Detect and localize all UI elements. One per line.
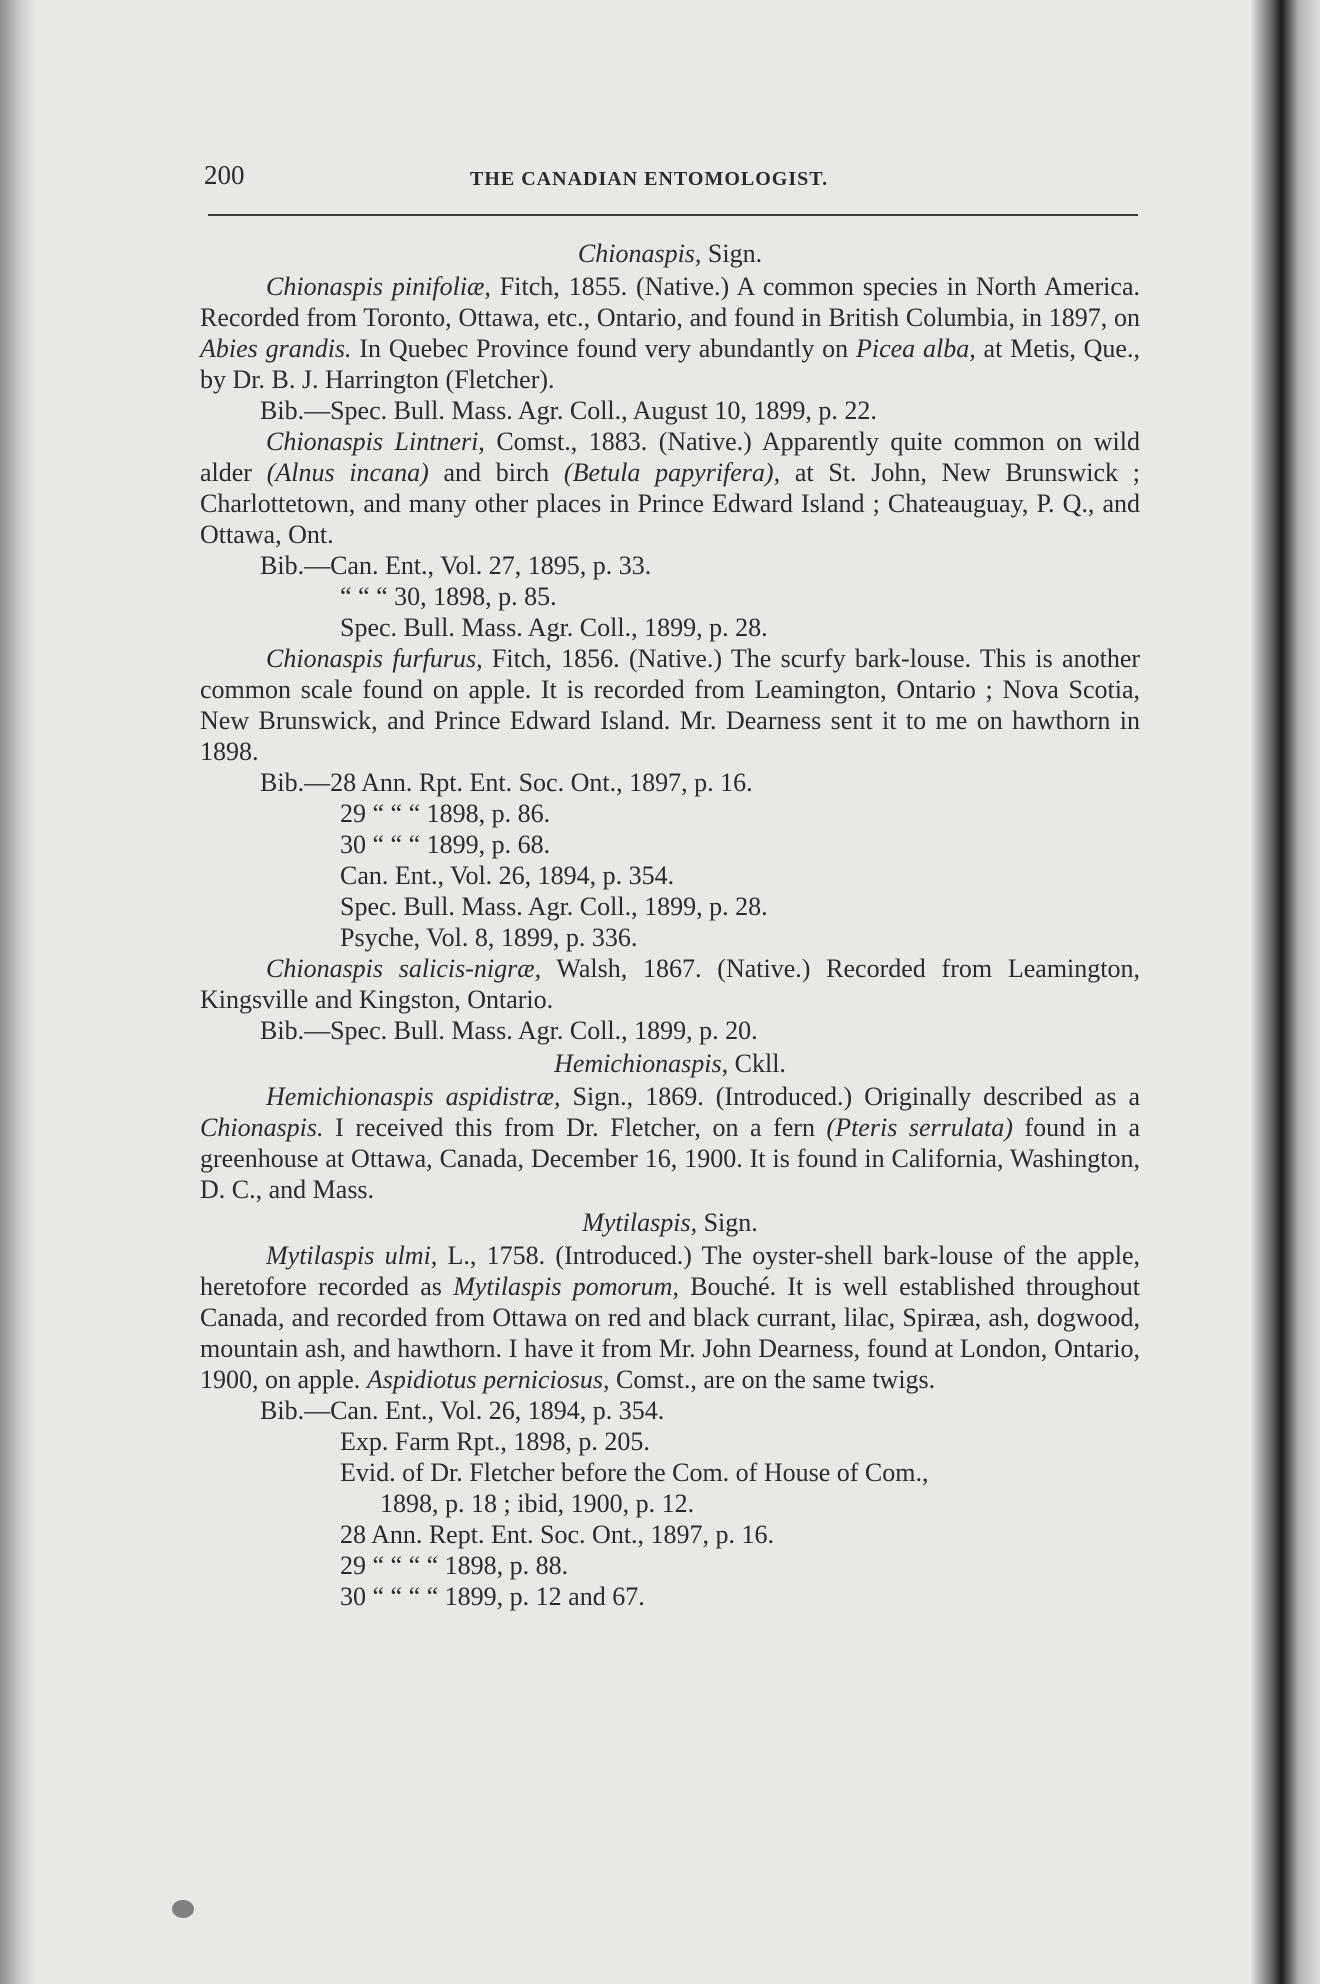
- bibliography-line: 28 Ann. Rept. Ent. Soc. Ont., 1897, p. 16.: [340, 1520, 775, 1549]
- bibliography-line: 29 “ “ “ 1898, p. 86.: [340, 799, 551, 828]
- scan-edge-left: [0, 0, 36, 1984]
- species-paragraph: [200, 1081, 1140, 1205]
- species-host: (Alnus incana): [266, 458, 429, 487]
- species-entry: [200, 953, 1140, 1046]
- species-name: Mytilaspis ulmi,: [266, 1241, 438, 1270]
- scan-smudge: [172, 1900, 194, 1918]
- running-head: [200, 160, 1140, 196]
- bibliography-line: 30 “ “ “ 1899, p. 68.: [340, 830, 551, 859]
- genus-author: Sign.: [707, 239, 763, 268]
- species-host: Aspidiotus perniciosus,: [366, 1365, 610, 1394]
- journal-title: THE CANADIAN ENTOMOLOGIST.: [470, 168, 829, 190]
- species-entry: [200, 1240, 1140, 1612]
- bibliography-line: 29 “ “ “ “ 1898, p. 88.: [340, 1551, 569, 1580]
- species-host: Chionaspis.: [200, 1113, 324, 1142]
- bibliography-line: Can. Ent., Vol. 26, 1894, p. 354.: [340, 861, 675, 890]
- species-name: Chionaspis Lintneri,: [266, 427, 485, 456]
- species-host: Picea alba,: [855, 334, 976, 363]
- species-text: Fitch, 1856. (Native.) The scurfy bark-louse. This is another common scale found on apple. It is recorded from Leamington, Ontario ; Nova Scotia, New Brunswick, and Prince Edward Island. Mr. Dearness sent it to me on hawthorn in 1898.: [200, 644, 1141, 766]
- scan-edge-right: [1250, 0, 1320, 1984]
- species-host: Abies grandis.: [200, 334, 352, 363]
- genus-name: Hemichionaspis,: [554, 1049, 729, 1078]
- species-text: Fitch, 1855. (Native.) A common species in North America. Recorded from Toronto, Ottawa, etc., Ontario, and found in British Columbia, in 1897, on: [200, 272, 1140, 332]
- species-paragraph: [200, 271, 1140, 395]
- bibliography-line: Evid. of Dr. Fletcher before the Com. of House of Com.,: [340, 1458, 929, 1487]
- species-text: I received this from Dr. Fletcher, on a fern: [323, 1113, 827, 1142]
- genus-author: Sign.: [703, 1208, 758, 1237]
- species-entry: [200, 643, 1140, 953]
- bibliography-line: Spec. Bull. Mass. Agr. Coll., 1899, p. 28.: [340, 613, 768, 642]
- species-text: In Quebec Province found very abundantly on: [351, 334, 856, 363]
- genus-heading: [200, 238, 1140, 269]
- species-name: Chionaspis salicis-nigræ,: [266, 954, 542, 983]
- page-number: 200: [204, 160, 245, 190]
- genus-name: Mytilaspis,: [582, 1208, 698, 1237]
- species-host: (Pteris serrulata): [826, 1113, 1013, 1142]
- species-text: Comst., 1883. (Native.) Apparently quite common on wild alder: [200, 427, 1140, 487]
- header-rule: [208, 214, 1138, 216]
- journal-page: [200, 160, 1140, 1612]
- species-text: L., 1758. (Introduced.) The oyster-shell bark-louse of the apple, heretofore recorded as: [200, 1241, 1140, 1301]
- article-body: [200, 238, 1140, 1612]
- bibliography-line: Bib.—Spec. Bull. Mass. Agr. Coll., August 10, 1899, p. 22.: [260, 396, 877, 425]
- species-name: Hemichionaspis aspidistræ,: [266, 1082, 561, 1111]
- species-host: Mytilaspis pomorum,: [453, 1272, 679, 1301]
- species-text: found in a greenhouse at Ottawa, Canada, December 16, 1900. It is found in California, Washington, D. C., and Mass.: [200, 1113, 1141, 1204]
- bibliography-line: 1898, p. 18 ; ibid, 1900, p. 12.: [380, 1489, 695, 1518]
- genus-heading: [200, 1048, 1140, 1079]
- species-paragraph: [200, 1240, 1140, 1395]
- genus-heading: [200, 1207, 1140, 1238]
- bibliography-line: Exp. Farm Rpt., 1898, p. 205.: [340, 1427, 650, 1456]
- bibliography-line: Bib.—Can. Ent., Vol. 27, 1895, p. 33.: [260, 551, 652, 580]
- bibliography-line: 30 “ “ “ “ 1899, p. 12 and 67.: [340, 1582, 645, 1611]
- bibliography-line: Psyche, Vol. 8, 1899, p. 336.: [340, 923, 638, 952]
- species-paragraph: [200, 643, 1140, 767]
- species-text: at Metis, Que., by Dr. B. J. Harrington (Fletcher).: [200, 334, 1140, 394]
- genus-name: Chionaspis,: [577, 239, 702, 268]
- bibliography-line: Bib.—Spec. Bull. Mass. Agr. Coll., 1899, p. 20.: [260, 1016, 758, 1045]
- species-text: and birch: [428, 458, 564, 487]
- bibliography: [200, 395, 1140, 426]
- species-entry: [200, 271, 1140, 426]
- species-host: (Betula papyrifera),: [563, 458, 781, 487]
- species-text: at St. John, New Brunswick ; Charlottetown, and many other places in Prince Edward Island ; Chateauguay, P. Q., and Ottawa, Ont.: [200, 458, 1141, 549]
- species-text: Bouché. It is well established throughout Canada, and recorded from Ottawa on red and black currant, lilac, Spiræa, ash, dogwood, mountain ash, and hawthorn. I have it from Mr. John Dearness, found at London, Ontario, 1900, on apple.: [200, 1272, 1141, 1394]
- species-text: Comst., are on the same twigs.: [609, 1365, 936, 1394]
- species-entry: [200, 426, 1140, 643]
- species-text: Walsh, 1867. (Native.) Recorded from Leamington, Kingsville and Kingston, Ontario.: [200, 954, 1140, 1014]
- bibliography: [200, 767, 1140, 953]
- genus-author: Ckll.: [734, 1049, 786, 1078]
- bibliography: [200, 1395, 1140, 1612]
- bibliography-line: “ “ “ 30, 1898, p. 85.: [340, 582, 557, 611]
- species-paragraph: [200, 426, 1140, 550]
- species-entry: [200, 1081, 1140, 1205]
- species-paragraph: [200, 953, 1140, 1015]
- bibliography-line: Bib.—28 Ann. Rpt. Ent. Soc. Ont., 1897, p. 16.: [260, 768, 753, 797]
- species-text: Sign., 1869. (Introduced.) Originally described as a: [572, 1082, 1141, 1111]
- bibliography-line: Bib.—Can. Ent., Vol. 26, 1894, p. 354.: [260, 1396, 665, 1425]
- bibliography-line: Spec. Bull. Mass. Agr. Coll., 1899, p. 28.: [340, 892, 768, 921]
- bibliography: [200, 1015, 1140, 1046]
- bibliography: [200, 550, 1140, 643]
- species-name: Chionaspis pinifoliæ,: [266, 272, 491, 301]
- species-name: Chionaspis furfurus,: [266, 644, 483, 673]
